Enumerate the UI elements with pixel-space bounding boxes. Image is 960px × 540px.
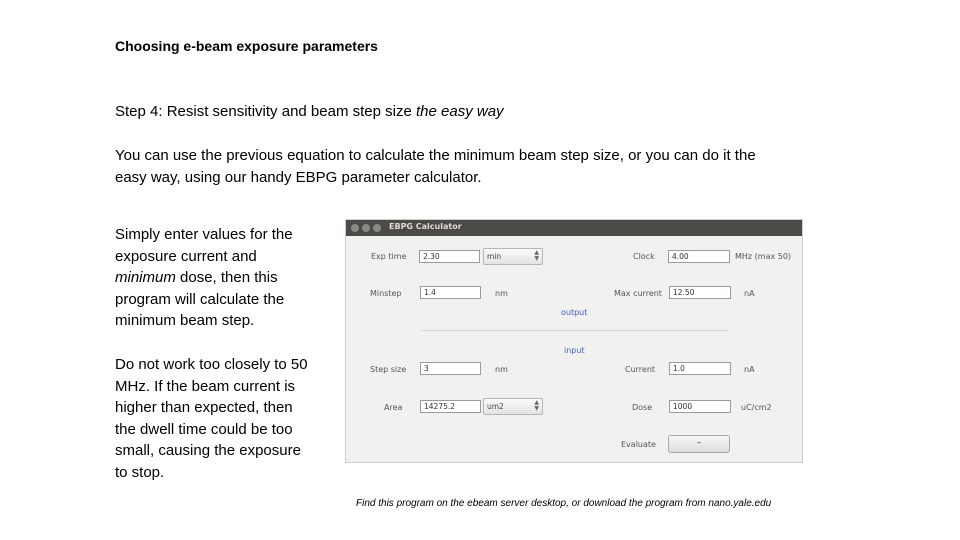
step-size-label: Step size	[370, 365, 407, 374]
max-current-input[interactable]: 12.50	[669, 286, 731, 299]
current-unit: nA	[744, 365, 755, 374]
window-title: EBPG Calculator	[389, 222, 462, 231]
clock-unit: MHz (max 50)	[735, 252, 792, 261]
caption: Find this program on the ebeam server desktop, or download the program from nano.yale.edu	[356, 498, 772, 509]
minimize-icon[interactable]	[362, 224, 370, 232]
dose-unit: uC/cm2	[741, 403, 772, 412]
dose-label: Dose	[632, 403, 653, 412]
max-current-unit: nA	[744, 289, 755, 298]
instructions-text-1: Simply enter values for the exposure current and	[115, 226, 293, 265]
section-divider	[421, 330, 729, 331]
slide-title: Choosing e-beam exposure parameters	[115, 38, 378, 54]
exp-time-unit-select[interactable]	[483, 248, 543, 265]
instructions-text-2: dose, then this program will calculate the minimum beam step.	[115, 269, 285, 329]
window-titlebar[interactable]	[346, 220, 802, 236]
exp-time-unit-value: min	[487, 252, 502, 261]
minstep-input[interactable]: 1.4	[420, 286, 481, 299]
area-label: Area	[384, 403, 403, 412]
updown-arrows-icon: ▲ ▼	[534, 399, 539, 412]
current-input[interactable]: 1.0	[669, 362, 731, 375]
dose-input[interactable]: 1000	[669, 400, 731, 413]
output-section-label: output	[561, 308, 588, 317]
step-size-unit: nm	[495, 365, 508, 374]
close-icon[interactable]	[351, 224, 359, 232]
intro-paragraph: You can use the previous equation to calculate the minimum beam step size, or you can do it the easy way, using our handy EBPG parameter calculator.	[115, 147, 756, 186]
evaluate-button[interactable]: –	[668, 435, 730, 453]
input-section-label: input	[564, 346, 585, 355]
area-unit-select[interactable]	[483, 398, 543, 415]
evaluate-label: Evaluate	[621, 440, 656, 449]
instructions-paragraph	[115, 224, 315, 332]
warning-paragraph: Do not work too closely to 50 MHz. If the beam current is higher than expected, then the dwell time could be too small, causing the exposure to stop.	[115, 356, 308, 481]
ebpg-calculator-window	[345, 219, 803, 463]
area-unit-value: um2	[487, 402, 504, 411]
step-heading	[115, 103, 504, 120]
clock-input[interactable]: 4.00	[668, 250, 730, 263]
step-size-input[interactable]: 3	[420, 362, 481, 375]
exp-time-label: Exp time	[371, 252, 407, 261]
updown-arrows-icon: ▲ ▼	[534, 249, 539, 262]
maximize-icon[interactable]	[373, 224, 381, 232]
minstep-unit: nm	[495, 289, 508, 298]
exp-time-input[interactable]: 2.30	[419, 250, 480, 263]
minstep-label: Minstep	[370, 289, 402, 298]
step-heading-emphasis: the easy way	[415, 103, 504, 120]
step-heading-text: Step 4: Resist sensitivity and beam step size	[115, 103, 416, 120]
current-label: Current	[625, 365, 656, 374]
clock-label: Clock	[633, 252, 655, 261]
instructions-emphasis: minimum	[115, 269, 176, 286]
area-input[interactable]: 14275.2	[420, 400, 481, 413]
max-current-label: Max current	[614, 289, 662, 298]
